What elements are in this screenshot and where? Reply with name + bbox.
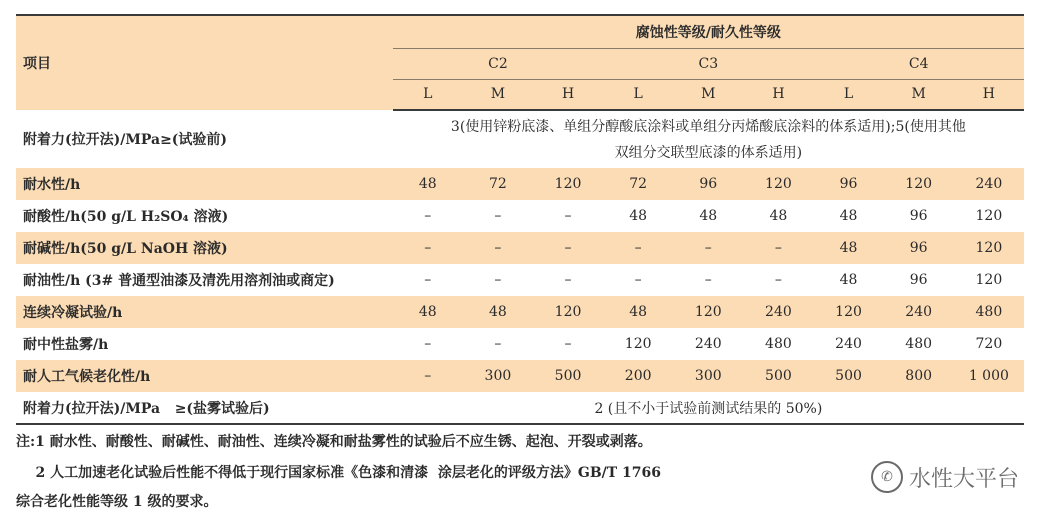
value-cell: 48 — [839, 208, 858, 224]
value-cell: 480 — [765, 336, 792, 352]
value-cell: – — [494, 208, 502, 224]
spec-table — [16, 14, 1024, 425]
header-item: 项目 — [16, 15, 393, 110]
row-label: 附着力(拉开法)/MPa ≥(盐雾试验后) — [16, 392, 393, 424]
class-c3: C3 — [603, 48, 813, 79]
level-cell: M — [463, 79, 533, 110]
value-cell: 96 — [909, 272, 928, 288]
value-cell: 48 — [418, 176, 437, 192]
row-label: 耐中性盐雾/h — [23, 337, 109, 353]
value-cell: 240 — [975, 176, 1003, 192]
value-cell: – — [634, 240, 642, 256]
value-cell: 48 — [629, 208, 648, 224]
adhesion-before-value — [393, 110, 1024, 168]
level-cell: H — [954, 79, 1024, 110]
level-cell: L — [603, 79, 673, 110]
value-cell: 500 — [835, 368, 862, 384]
value-cell: 720 — [975, 336, 1003, 352]
note-line-1: 注:1 耐水性、耐酸性、耐碱性、耐油性、连续冷凝和耐盐雾性的试验后不应生锈、起泡、开裂或剥落。 — [16, 434, 652, 450]
value-cell: 120 — [554, 304, 582, 320]
value-cell: 96 — [909, 208, 928, 224]
row-label: 连续冷凝试验/h — [23, 305, 123, 321]
value-cell: – — [424, 368, 432, 384]
value-cell: 500 — [554, 368, 582, 384]
level-cell: M — [673, 79, 743, 110]
note-line-2: 2 人工加速老化试验后性能不得低于现行国家标准《色漆和清漆 涂层老化的评级方法》GB/T 1766 — [16, 465, 662, 481]
watermark — [871, 461, 1019, 493]
watermark-text: 水性大平台 — [908, 466, 1019, 492]
value-cell: – — [634, 272, 642, 288]
value-cell: – — [564, 272, 572, 288]
value-cell: 72 — [629, 176, 648, 192]
row-label: 耐油性/h (3# 普通型油漆及清洗用溶剂油或商定) — [23, 273, 335, 289]
value-cell: 800 — [905, 368, 933, 384]
table-row — [16, 264, 1024, 296]
value-cell: – — [564, 240, 572, 256]
value-cell: 120 — [624, 336, 652, 352]
value-cell: 48 — [839, 272, 858, 288]
value-cell: – — [424, 240, 432, 256]
value-cell: 120 — [975, 240, 1003, 256]
level-cell: H — [533, 79, 603, 110]
value-cell: – — [704, 272, 712, 288]
value-cell: 96 — [909, 240, 928, 256]
adhesion-after-value: 2 (且不小于试验前测试结果的 50%) — [393, 392, 1024, 424]
value-cell: 240 — [694, 336, 722, 352]
value-cell: 120 — [905, 176, 933, 192]
class-c2: C2 — [393, 48, 603, 79]
table-row — [16, 360, 1024, 392]
value-cell: – — [424, 272, 432, 288]
table-row — [16, 168, 1024, 200]
row-adhesion-before — [16, 110, 1024, 168]
value-cell: – — [494, 240, 502, 256]
wechat-icon: ✆ — [871, 461, 903, 493]
row-label: 耐人工气候老化性/h — [23, 369, 151, 385]
row-label: 附着力(拉开法)/MPa≥(试验前) — [23, 132, 228, 148]
table-row — [16, 200, 1024, 232]
header-group: 腐蚀性等级/耐久性等级 — [393, 15, 1024, 48]
value-cell: 200 — [624, 368, 652, 384]
value-cell: – — [494, 272, 502, 288]
value-cell: – — [564, 336, 572, 352]
adhesion-before-line1: 3(使用锌粉底漆、单组分醇酸底涂料或单组分丙烯酸底涂料的体系适用);5(使用其他 — [450, 118, 966, 135]
value-cell: 72 — [489, 176, 507, 192]
row-adhesion-after — [16, 392, 1024, 424]
table-row — [16, 328, 1024, 360]
value-cell: 480 — [975, 304, 1003, 320]
table-row — [16, 296, 1024, 328]
value-cell: – — [564, 208, 572, 224]
value-cell: 120 — [694, 304, 722, 320]
value-cell: 480 — [905, 336, 933, 352]
value-cell: 300 — [484, 368, 512, 384]
row-label: 耐酸性/h(50 g/L H₂SO₄ 溶液) — [23, 209, 229, 225]
level-cell: M — [884, 79, 954, 110]
value-cell: 240 — [905, 304, 933, 320]
value-cell: 120 — [975, 208, 1003, 224]
value-cell: 120 — [765, 176, 792, 192]
value-cell: – — [774, 272, 782, 288]
level-cell: H — [743, 79, 813, 110]
value-cell: 48 — [839, 240, 858, 256]
value-cell: 120 — [835, 304, 862, 320]
value-cell: – — [704, 240, 712, 256]
value-cell: 1 000 — [968, 368, 1009, 384]
value-cell: – — [424, 208, 432, 224]
value-cell: 96 — [839, 176, 858, 192]
value-cell: – — [424, 336, 432, 352]
value-cell: 500 — [765, 368, 792, 384]
header-row-group — [16, 15, 1024, 48]
level-cell: L — [393, 79, 463, 110]
value-cell: – — [774, 240, 782, 256]
value-cell: 48 — [418, 304, 437, 320]
row-label: 耐碱性/h(50 g/L NaOH 溶液) — [23, 241, 228, 257]
value-cell: 48 — [769, 208, 788, 224]
value-cell: 120 — [554, 176, 582, 192]
adhesion-before-line2: 双组分交联型底漆的体系适用) — [614, 144, 803, 161]
value-cell: 120 — [975, 272, 1003, 288]
value-cell: 240 — [835, 336, 862, 352]
value-cell: 96 — [699, 176, 718, 192]
value-cell: – — [494, 336, 502, 352]
row-label: 耐水性/h — [23, 177, 81, 193]
value-cell: 48 — [489, 304, 507, 320]
spec-table-container — [16, 14, 1024, 425]
level-cell: L — [813, 79, 883, 110]
note-line-3: 综合老化性能等级 1 级的要求。 — [16, 494, 218, 510]
value-cell: 48 — [699, 208, 718, 224]
value-cell: 48 — [629, 304, 648, 320]
class-c4: C4 — [813, 48, 1024, 79]
table-row — [16, 232, 1024, 264]
value-cell: 300 — [694, 368, 722, 384]
value-cell: 240 — [765, 304, 792, 320]
